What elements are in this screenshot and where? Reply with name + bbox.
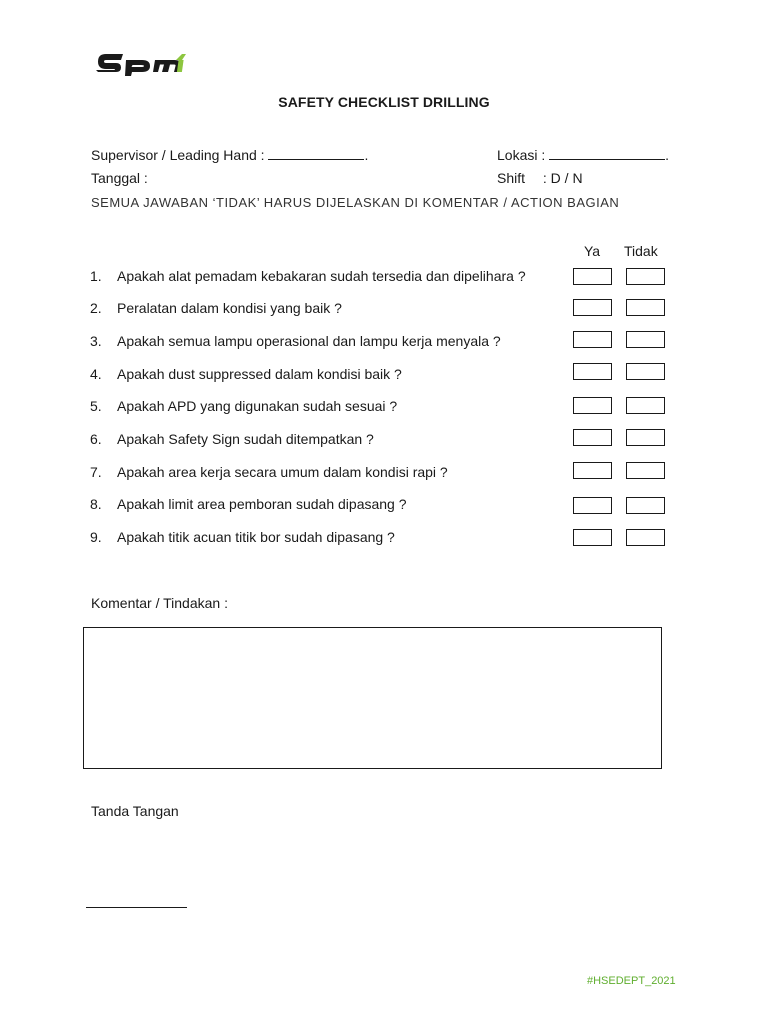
item-question: Apakah dust suppressed dalam kondisi baik ? — [117, 366, 402, 382]
item-question: Apakah Safety Sign sudah ditempatkan ? — [117, 431, 374, 447]
signature-line[interactable] — [86, 907, 187, 908]
lokasi-field — [497, 145, 669, 163]
item-number: 2. — [90, 300, 102, 316]
item-question: Apakah semua lampu operasional dan lampu kerja menyala ? — [117, 333, 501, 349]
item-number: 8. — [90, 496, 102, 512]
item-question: Apakah titik acuan titik bor sudah dipasang ? — [117, 529, 395, 545]
checklist-item — [90, 366, 402, 382]
tidak-checkbox[interactable] — [626, 331, 665, 348]
tidak-checkbox[interactable] — [626, 268, 665, 285]
comment-box[interactable] — [83, 627, 662, 769]
checklist-item — [90, 398, 397, 414]
checklist-item — [90, 464, 448, 480]
checklist-item — [90, 300, 342, 316]
shift-value: : D / N — [542, 170, 583, 186]
checklist-item — [90, 333, 501, 349]
supervisor-field — [91, 145, 368, 163]
ya-checkbox[interactable] — [573, 268, 612, 285]
tidak-checkbox[interactable] — [626, 299, 665, 316]
ya-checkbox[interactable] — [573, 497, 612, 514]
tidak-checkbox[interactable] — [626, 497, 665, 514]
tanggal-label: Tanggal : — [91, 170, 148, 186]
item-number: 1. — [90, 268, 102, 284]
item-number: 7. — [90, 464, 102, 480]
tidak-checkbox[interactable] — [626, 529, 665, 546]
checklist-item — [90, 529, 395, 545]
tanggal-field — [91, 170, 148, 186]
shift-field — [497, 170, 583, 186]
ya-checkbox[interactable] — [573, 429, 612, 446]
ya-checkbox[interactable] — [573, 363, 612, 380]
item-question: Apakah area kerja secara umum dalam kondisi rapi ? — [117, 464, 448, 480]
signature-label: Tanda Tangan — [91, 803, 179, 819]
tidak-checkbox[interactable] — [626, 462, 665, 479]
column-header-tidak: Tidak — [624, 243, 658, 259]
spm-logo — [94, 50, 188, 80]
item-question: Apakah APD yang digunakan sudah sesuai ? — [117, 398, 398, 414]
item-number: 5. — [90, 398, 102, 414]
supervisor-period: . — [364, 147, 369, 163]
footer-tag: #HSEDEPT_2021 — [587, 975, 676, 987]
supervisor-label: Supervisor / Leading Hand : — [91, 147, 265, 163]
lokasi-label: Lokasi : — [497, 147, 546, 163]
item-question: Apakah limit area pemboran sudah dipasang ? — [117, 496, 407, 512]
ya-checkbox[interactable] — [573, 397, 612, 414]
item-number: 9. — [90, 529, 102, 545]
item-number: 3. — [90, 333, 102, 349]
ya-checkbox[interactable] — [573, 299, 612, 316]
tidak-checkbox[interactable] — [626, 363, 665, 380]
item-number: 6. — [90, 431, 102, 447]
column-header-ya: Ya — [584, 243, 601, 259]
item-question: Apakah alat pemadam kebakaran sudah tersedia dan dipelihara ? — [117, 268, 526, 284]
item-question: Peralatan dalam kondisi yang baik ? — [117, 300, 342, 316]
instruction-note: SEMUA JAWABAN ‘TIDAK’ HARUS DIJELASKAN DI KOMENTAR / ACTION BAGIAN — [91, 195, 620, 210]
ya-checkbox[interactable] — [573, 331, 612, 348]
tidak-checkbox[interactable] — [626, 397, 665, 414]
lokasi-period: . — [665, 147, 670, 163]
checklist-item — [90, 496, 407, 512]
tidak-checkbox[interactable] — [626, 429, 665, 446]
checklist-item — [90, 268, 526, 284]
item-number: 4. — [90, 366, 102, 382]
comment-label: Komentar / Tindakan : — [91, 595, 228, 611]
shift-label: Shift — [497, 170, 526, 186]
document-title: SAFETY CHECKLIST DRILLING — [278, 94, 490, 110]
ya-checkbox[interactable] — [573, 462, 612, 479]
supervisor-input[interactable] — [268, 145, 364, 160]
lokasi-input[interactable] — [549, 145, 665, 160]
checklist-item — [90, 431, 374, 447]
ya-checkbox[interactable] — [573, 529, 612, 546]
